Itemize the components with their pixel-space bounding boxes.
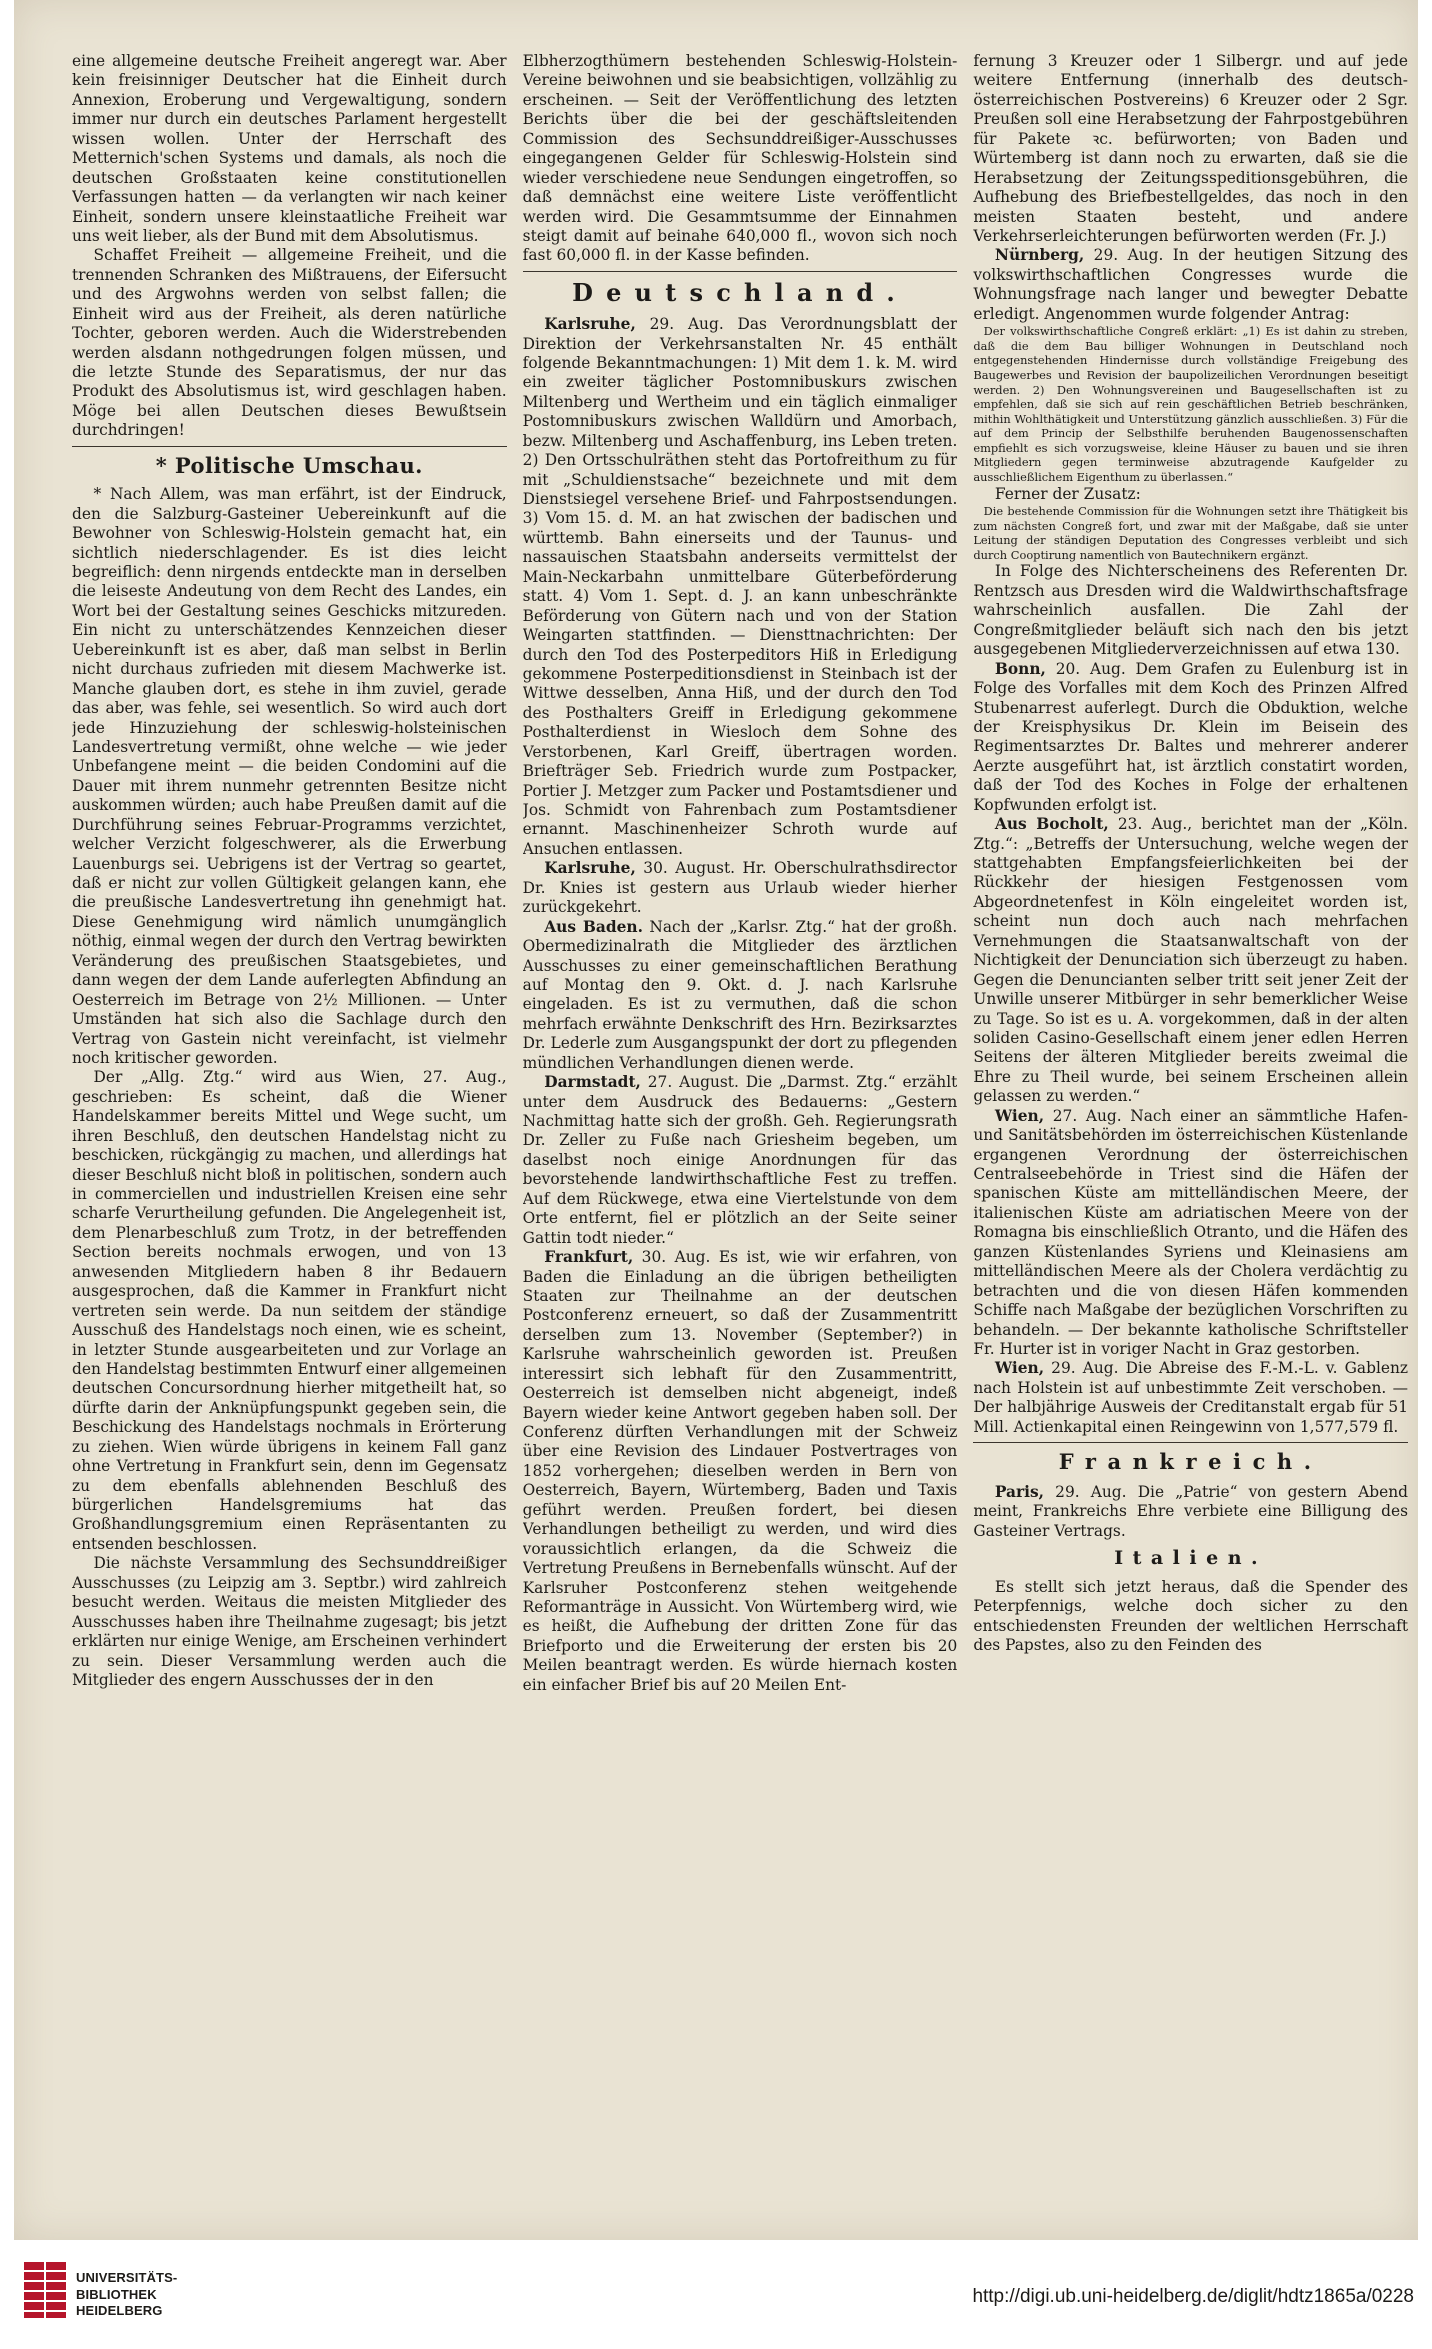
dateline: Wien,: [994, 1359, 1045, 1378]
news-item: [973, 815, 1408, 1107]
news-text: 29. Aug. In der heutigen Sitzung des volkswirthschaftlichen Congresses wurde die Wohnungsfrage nach langer und bewegter Debatte erledigt. Angenommen wurde folgender Antrag:: [973, 246, 1409, 323]
news-item: [973, 246, 1408, 324]
news-item: [973, 660, 1408, 816]
news-item: [523, 918, 958, 1074]
section-title-italien: Italien.: [1114, 1546, 1268, 1569]
paragraph: Elbherzogthümern bestehenden Schleswig-Holstein-Vereine beiwohnen und sie beabsichtigen, vollzählig zu erscheinen. — Seit der Veröffentlichung des letzten Berichts über die bei der geschäftsleitenden Commission des Sechsunddreißiger-Ausschusses eingegangenen Gelder für Schleswig-Holstein sind wieder verschiedene neue Sendungen eingetroffen, so daß demnächst eine weitere Liste veröffentlicht werden wird. Die Gesammtsumme der Einnahmen steigt damit auf beinahe 640,000 fl., wovon sich noch fast 60,000 fl. in der Kasse befinden.: [522, 52, 958, 265]
quoted-addendum: Die bestehende Commission für die Wohnungen setzt ihre Thätigkeit bis zum nächsten Congreß fort, und zwar mit der Maßgabe, daß sie unter Leitung der ständigen Deputation des Congresses verbleibt und sich durch Cooptirung namentlich von Bautechnikern ergänzt.: [973, 504, 1409, 562]
paragraph: * Nach Allem, was man erfährt, ist der Eindruck, den die Salzburg-Gasteiner Uebereinkunft auf die Bewohner von Schleswig-Holstein gemacht hat, ein sichtlich niederschlagender. Es ist dies leicht begreiflich: denn nirgends entdeckte man in derselben die leiseste Andeutung von dem Recht des Landes, ein Wort bei der Gestaltung seines Geschicks mitzureden. Ein nicht zu unterschätzendes Kennzeichen dieser Uebereinkunft ist es aber, daß man selbst in Berlin nicht durchaus zufrieden mit diesem Machwerke ist. Manche glauben dort, es stehe in ihm zuviel, gerade das aber, was fehle, sei wesentlich. So wird auch dort jede Hinzuziehung der schleswig-holsteinischen Landesvertretung vermißt, ohne welche — wie jeder Unbefangene meint — die beiden Condomini auf die Dauer mit ihrem nunmehr getrennten Besitze nicht auskommen würden; auch habe Preußen damit auf die Durchführung seines Februar-Programms verzichtet, welcher Verzicht folgeschwerer, als die Erwerbung Lauenburgs sei. Uebrigens ist der Vertrag so geartet, daß er nicht zur vollen Gültigkeit gelangen kann, ehe die preußische Landesvertretung ihn genehmigt hat. Diese Genehmigung wird nämlich unumgänglich nöthig, einmal wegen der durch den Vertrag bewirkten Veränderung des preußischen Staatsgebietes, und dann wegen der dem Lande auferlegten Abfindung an Oesterreich im Betrage von 2½ Millionen. — Unter Umständen hat sich also die Sachlage durch den Vertrag von Gastein nicht vereinfacht, ist vielmehr noch kritischer geworden.: [72, 485, 507, 1067]
dateline: Nürnberg,: [994, 246, 1085, 265]
news-text: 29. Aug. Die „Patrie“ von gestern Abend meint, Frankreichs Ehre verbiete eine Billigung des Gasteiner Vertrags.: [973, 1482, 1409, 1540]
column-3: [973, 52, 1408, 2212]
dateline: Bonn,: [994, 659, 1046, 678]
news-item: [973, 1107, 1408, 1360]
news-item: [523, 315, 958, 859]
section-title-politische-umschau: * Politische Umschau.: [155, 452, 423, 478]
news-text: 30. August. Hr. Oberschulrathsdirector Dr. Knies ist gestern aus Urlaub wieder hierher zurückgekehrt.: [522, 859, 958, 917]
source-url-link[interactable]: http://digi.ub.uni-heidelberg.de/diglit/hdtz1865a/0228: [972, 2286, 1414, 2307]
news-text: 27. Aug. Nach einer an sämmtliche Hafen- und Sanitätsbehörden im österreichischen Küstenlande ergangenen Verordnung der österreichischen Centralseebehörde in Triest sind die Häfen der spanischen Küste am mittelländischen Meere, der italienischen Küste am adriatischen Meere von der Romagna bis einschließlich Otranto, und die Häfen des ganzen Küstenlandes Syriens und Kleinasiens am mittelländischen Meere als der Cholera verdächtig zu betrachten und die von diesen Häfen kommenden Schiffe nach Maßgabe der bezüglichen Vorschriften zu behandeln. — Der bekannte katholische Schriftsteller Fr. Hurter ist in voriger Nacht in Graz gestorben.: [973, 1106, 1409, 1358]
newspaper-page: [72, 52, 1408, 2212]
dateline: Karlsruhe,: [544, 859, 636, 878]
news-text: 23. Aug., berichtet man der „Köln. Ztg.“: „Betreffs der Untersuchung, welche wegen der stattgehabten Empfangsfeierlichkeiten bei der Rückkehr der hiesigen Festgenossen vom Abgeordnetenfest in Köln eingeleitet worden ist, scheint nun doch auch nach mehrfachen Vernehmungen die Staatsanwaltschaft von der Nichtigkeit der Denunciation sich überzeugt zu haben. Gegen die Denuncianten selber tritt seit jener Zeit der Unwille unserer Mitbürger in sehr bemerklicher Weise zu Tage. So ist es u. A. vorgekommen, daß in der alten soliden Casino-Gesellschaft einem jener edlen Herren Seitens der älteren Mitglieder bereits zweimal die Ehre zu Theil wurde, bei seinem Erscheinen allein gelassen zu werden.“: [973, 815, 1409, 1106]
dateline: Frankfurt,: [544, 1248, 634, 1267]
section-title-frankreich: Frankreich.: [1058, 1449, 1323, 1475]
paragraph: eine allgemeine deutsche Freiheit angeregt war. Aber kein freisinniger Deutscher hat die Einheit durch Annexion, Eroberung und Vergewaltigung, sondern immer nur durch ein deutsches Parlament hergestellt wissen wollen. Unter der Herrschaft des Metternich'schen Systems und damals, als noch die deutschen Großstaaten keine constitutionellen Verfassungen hatten — da verlangten wir nach keiner Einheit, sondern unsere kleinstaatliche Freiheit war uns weit lieber, als der Bund mit dem Absolutismus.: [72, 52, 507, 245]
newspaper-scan: [14, 0, 1418, 2240]
news-text: Nach der „Karlsr. Ztg.“ hat der großh. Obermedizinalrath die Mitglieder des ärztlichen Ausschusses zu einer gemeinschaftlichen Berathung auf Montag den 9. Okt. d. J. nach Karlsruhe eingeladen. Es ist zu vermuthen, daß die schon mehrfach erwähnte Denkschrift des Hrn. Bezirksarztes Dr. Lederle zum Ausgangspunkt der dort zu pflegenden mündlichen Verhandlungen dienen werde.: [522, 917, 958, 1072]
dateline: Aus Bocholt,: [994, 815, 1109, 834]
paragraph: fernung 3 Kreuzer oder 1 Silbergr. und auf jede weitere Entfernung (innerhalb des deutsch-österreichischen Postvereins) 6 Kreuzer oder 2 Sgr. Preußen soll eine Herabsetzung der Fahrpostgebühren für Pakete ꝛc. befürworten; von Baden und Würtemberg ist dann noch zu erwarten, daß sie die Herabsetzung der Zeitungsspeditionsgebühren, die Aufhebung des Briefbestellgeldes, das noch in den meisten Staaten besteht, und andere Verkehrserleichterungen befürworten werden (Fr. J.): [973, 52, 1409, 245]
news-item: [523, 859, 958, 917]
paragraph: Der „Allg. Ztg.“ wird aus Wien, 27. Aug., geschrieben: Es scheint, daß die Wiener Handelskammer bereits Mittel und Wege sucht, um ihren Beschluß, den deutschen Handelstag nicht zu beschicken, rückgängig zu machen, und allerdings hat dieser Beschluß nicht bloß in politischen, sondern auch in commerciellen und industriellen Kreisen eine sehr scharfe Verurtheilung gefunden. Die Angelegenheit ist, dem Plenarbeschluß zum Trotz, in der betreffenden Section bereits nochmals erwogen, und von 13 anwesenden Mitgliedern haben 8 ihr Bedauern ausgesprochen, daß die Kammer in Frankfurt nicht vertreten sein werde. Da nun seitdem der ständige Ausschuß des Handelstags noch einen, wie es scheint, in letzter Stunde ausgearbeiteten und zur Vorlage an den Handelstag bestimmten Entwurf einer allgemeinen deutschen Concursordnung hierher mitgetheilt hat, so dürfte darin der Anknüpfungspunkt gegeben sein, die Beschickung des Handelstags nochmals in Erörterung zu ziehen. Wien würde übrigens in keinem Fall ganz ohne Vertretung in Frankfurt sein, denn im Gegensatz zu dem ebenfalls ablehnenden Beschluß des bürgerlichen Handelsgremiums hat das Großhandlungsgremium einen Repräsentanten zu entsenden beschlossen.: [72, 1068, 507, 1553]
library-name: [76, 2270, 177, 2320]
paragraph: Es stellt sich jetzt heraus, daß die Spender des Peterpfennigs, welche doch sicher zu den entschiedensten Freunden der weltlichen Herrschaft des Papstes, also zu den Feinden des: [973, 1577, 1409, 1655]
paragraph: Schaffet Freiheit — allgemeine Freiheit, und die trennenden Schranken des Mißtrauens, der Eifersucht und des Argwohns werden von selbst fallen; die Einheit wird aus der Freiheit, als deren natürliche Tochter, geboren werden. Auch die Widerstrebenden werden alsdann nothgedrungen folgen müssen, und die letzte Stunde des Separatismus, der nur das Produkt des Absolutismus ist, wird geschlagen haben. Möge bei allen Deutschen dieses Bewußtsein durchdringen!: [72, 246, 507, 440]
paragraph: In Folge des Nichterscheinens des Referenten Dr. Rentzsch aus Dresden wird die Waldwirthschaftsfrage wahrscheinlich ausfallen. Die Zahl der Congreßmitglieder beläuft sich nach den bis jetzt ausgegebenen Mitgliederverzeichnissen auf etwa 130.: [973, 562, 1409, 659]
news-text: 29. Aug. Das Verordnungsblatt der Direktion der Verkehrsanstalten Nr. 45 enthält folgende Bekanntmachungen: 1) Mit dem 1. k. M. wird ein zweiter täglicher Postomnibuskurs zwischen Miltenberg und Wertheim und ein täglich einmaliger Postomnibuskurs zwischen Walldürn und Amorbach, bezw. Miltenberg und Aschaffenburg, ins Leben treten. 2) Den Ortsschulräthen steht das Portofreithum zu für mit „Schuldienstsache“ bezeichnete und mit dem Dienstsiegel versehene Brief- und Fahrpostsendungen. 3) Vom 15. d. M. an hat zwischen der badischen und württemb. Bahn einerseits und der Taunus- und nassauischen Staatsbahn anderseits vermittelst der Main-Neckarbahn unmittelbare Güterbeförderung statt. 4) Vom 1. Sept. d. J. an kann unbeschränkte Beförderung von Gütern nach und von der Station Weingarten stattfinden. — Diensttnachrichten: Der durch den Tod des Posterpeditors Hiß in Erledigung gekommene Posterpeditionsdienst in Steinbach ist der Wittwe desselben, Anna Hiß, und der durch den Tod des Posthalters Greiff in Erledigung gekommene Posthalterdienst in Wiesloch dem Sohne des Verstorbenen, Karl Greiff, übertragen worden. Briefträger Seb. Friedrich wurde zum Postpacker, Portier J. Metzger zum Packer und Postamtsdiener und Jos. Schmidt von Fahrenbach zum Postamtsdiener ernannt. Maschinenheizer Schroth wurde auf Ansuchen entlassen.: [522, 315, 958, 858]
divider: [72, 446, 507, 447]
paragraph: Ferner der Zusatz:: [994, 484, 1141, 503]
news-item: [973, 1359, 1408, 1437]
dateline: Paris,: [994, 1482, 1045, 1501]
news-text: 20. Aug. Dem Grafen zu Eulenburg ist in Folge des Vorfalles mit dem Koch des Prinzen Alfred Stubenarrest auferlegt. Durch die Obduktion, welche der Kreisphysikus Dr. Klein im Beisein des Regimentsarztes Dr. Baltes und mehrerer anderer Aerzte ausgeführt hat, ist ärztlich constatirt worden, daß der Tod des Koches in Folge der erhaltenen Kopfwunden erfolgt ist.: [973, 659, 1409, 814]
university-library-logo-icon: [24, 2262, 66, 2318]
library-name-line: UNIVERSITÄTS-: [76, 2270, 178, 2285]
dateline: Darmstadt,: [544, 1073, 641, 1092]
divider: [523, 271, 958, 272]
page-footer: [0, 2240, 1432, 2349]
dateline: Aus Baden.: [544, 917, 643, 936]
news-text: 30. Aug. Es ist, wie wir erfahren, von Baden die Einladung an die übrigen betheiligten Staaten zur Theilnahme an der deutschen Postconferenz erneuert, so daß der Zusammentritt derselben zum 13. November (September?) in Karlsruhe wahrscheinlich geworden ist. Preußen interessirt sich lebhaft für den Zusammentritt, Oesterreich ist demselben nicht abgeneigt, indeß Bayern wieder keine Antwort gegeben haben soll. Der Conferenz dürften Verhandlungen mit der Schweiz über eine Revision des Lindauer Postvertrages von 1852 vorhergehen; dieselben werden in Bern von Oesterreich, Bayern, Würtemberg, Baden und Taxis geführt werden. Preußen fordert, bei diesen Verhandlungen betheiligt zu werden, und wird dies voraussichtlich erlangen, da die Schweiz die Vertretung Preußens in Bernebenfalls wünscht. Auf der Karlsruher Postconferenz stehen weitgehende Reformanträge in Aussicht. Von Würtemberg wird, wie es heißt, die Aufhebung der dritten Zone für das Briefporto und die Erweiterung der ersten bis 20 Meilen beantragt werden. Es würde hiernach kosten ein einfacher Brief bis auf 20 Meilen Ent-: [522, 1248, 958, 1694]
column-2: [523, 52, 958, 2212]
column-1: [72, 52, 507, 2212]
divider: [973, 1442, 1408, 1443]
news-text: 29. Aug. Die Abreise des F.-M.-L. v. Gablenz nach Holstein ist auf unbestimmte Zeit verschoben. — Der halbjährige Ausweis der Creditanstalt ergab für 51 Mill. Actienkapital einen Reingewinn von 1,577,579 fl.: [973, 1359, 1409, 1436]
library-name-line: HEIDELBERG: [76, 2303, 163, 2319]
quoted-resolution: Der volkswirthschaftliche Congreß erklärt: „1) Es ist dahin zu streben, daß die dem Bau billiger Wohnungen in Deutschland noch entgegenstehenden Hindernisse durch vollständige Freigebung des Baugewerbes und Revision der baupolizeilichen Verordnungen beseitigt werden. 2) Den Wohnungsvereinen und Baugesellschaften ist zu empfehlen, daß sie sich auf rein geschäftlichen Betrieb beschränken, mithin Wohlthätigkeit und Unterstützung gänzlich ausschließen. 3) Für die auf dem Princip der Selbsthilfe beruhenden Baugenossenschaften empfiehlt es sich vorzugsweise, kleine Häuser zu bauen und sie ihren Mitgliedern gegen terminweise abzutragende Kaufgelder zu ausschließlichem Eigenthum zu überlassen.“: [973, 324, 1409, 485]
dateline: Wien,: [994, 1106, 1045, 1125]
news-text: 27. August. Die „Darmst. Ztg.“ erzählt unter dem Ausdruck des Bedauerns: „Gestern Nachmittag hatte sich der großh. Geh. Regierungsrath Dr. Zeller zu Fuße nach Griesheim begeben, um daselbst noch einige Anordnungen für das bevorstehende landwirthschaftliche Fest zu treffen. Auf dem Rückwege, etwa eine Viertelstunde von dem Orte entfernt, fiel er plötzlich an der Seite seiner Gattin todt nieder.“: [522, 1073, 958, 1247]
dateline: Karlsruhe,: [544, 315, 636, 334]
news-item: [523, 1073, 958, 1248]
paragraph: Die nächste Versammlung des Sechsunddreißiger Ausschusses (zu Leipzig am 3. Septbr.) wird zahlreich besucht werden. Weitaus die meisten Mitglieder des Ausschusses haben ihre Theilnahme zugesagt; bis jetzt erklärten nur einige Wenige, am Erscheinen verhindert zu sein. Dieser Versammlung werden auch die Mitglieder des engern Ausschusses der in den: [72, 1554, 507, 1689]
news-item: [523, 1248, 958, 1695]
news-item: [973, 1483, 1408, 1541]
library-name-line: BIBLIOTHEK: [76, 2286, 157, 2302]
section-title-deutschland: Deutschland.: [572, 277, 908, 307]
